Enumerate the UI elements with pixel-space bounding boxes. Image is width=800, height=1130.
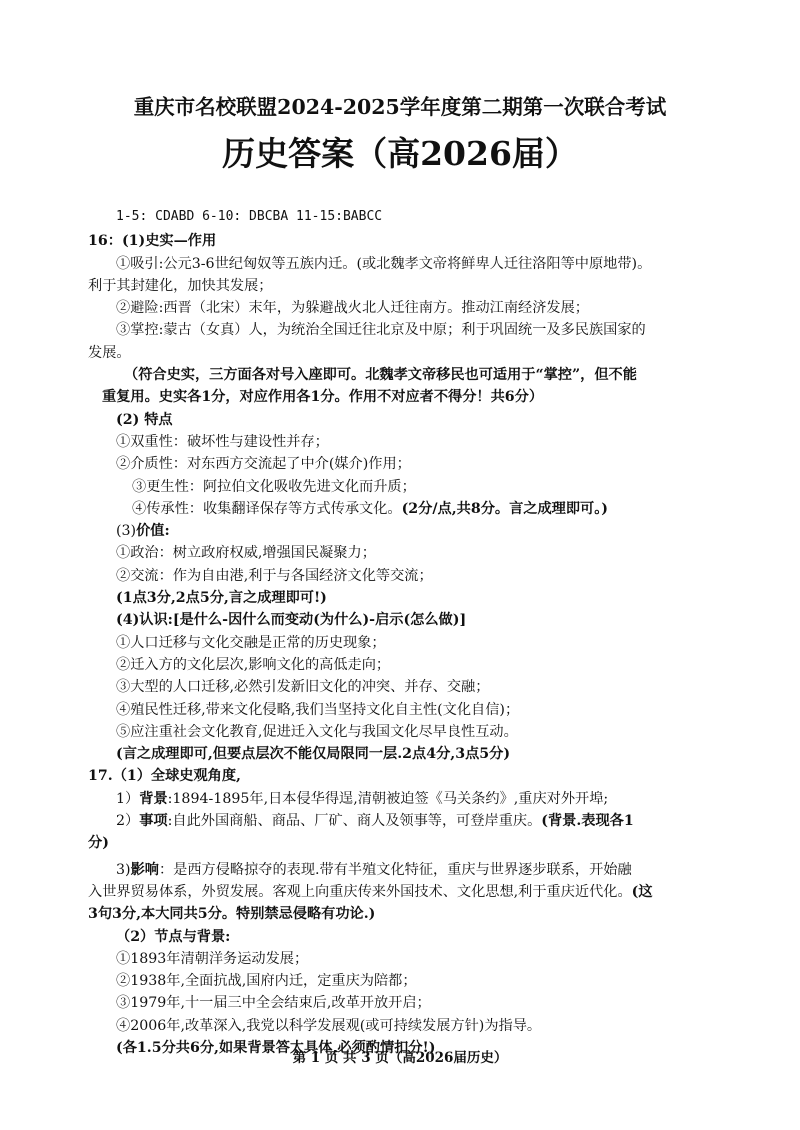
- item-text: ：是西方侵略掠夺的表现.带有半殖文化特征，重庆与世界逐步联系，开始融: [158, 861, 632, 878]
- list-item: 利于其封建化，加快其发展；: [88, 277, 273, 294]
- item-text: 入世界贸易体系，外贸发展。客观上向重庆传来外国技术、文化思想,利于重庆近代化。: [88, 883, 632, 900]
- scoring-note: 分): [88, 835, 109, 852]
- part-title: 价值:: [136, 523, 170, 540]
- list-item: [88, 498, 728, 520]
- page-footer: 第 1 页 共 3 页（高2026届历史）: [292, 1050, 508, 1066]
- list-item: ③更生性：阿拉伯文化吸收先进文化而升质；: [132, 478, 416, 495]
- q17-heading: [88, 765, 728, 787]
- item-label: 背景: [139, 790, 168, 807]
- list-item: ③大型的人口迁移,必然引发新旧文化的冲突、并存、交融；: [116, 679, 490, 696]
- list-item: ②迁入方的文化层次,影响文化的高低走向；: [116, 656, 391, 673]
- list-item: ④殖民性迁移,带来文化侵略,我们当坚持文化自主性(文化自信)；: [116, 701, 520, 718]
- list-item: ③1979年,十一届三中全会结束后,改革开放开启；: [116, 995, 431, 1012]
- item-prefix: 3): [116, 861, 131, 878]
- list-item: [88, 859, 728, 881]
- scoring-note: (言之成理即可,但要点层次不能仅局限同一层.2点4分,3点5分): [116, 746, 511, 763]
- q16-part3-heading: [88, 520, 728, 542]
- item-prefix: 2）: [116, 813, 140, 830]
- item-label: 事项: [139, 813, 168, 830]
- item-text: :自此外国商船、商品、厂矿、商人及领事等，可登岸重庆。: [167, 813, 542, 830]
- choice-answers: 1-5: CDABD 6-10: DBCBA 11-15:BABCC: [116, 209, 383, 224]
- q16-number: 16：: [88, 233, 122, 250]
- answer-title: 历史答案（高2026届）: [222, 134, 578, 173]
- list-item: ①吸引:公元3-6世纪匈奴等五族内迁。(或北魏孝文帝将鲜卑人迁往洛阳等中原地带)。: [116, 255, 652, 272]
- scoring-note: (这: [631, 883, 653, 900]
- scoring-note: (各1.5分共6分,如果背景答太具体,必须酌情扣分!): [116, 1039, 436, 1056]
- list-item: ②避险:西晋（北宋）末年，为躲避战火北人迁往南方。推动江南经济发展；: [116, 300, 589, 317]
- item-label: 影响: [130, 861, 159, 878]
- list-item: ②交流：作为自由港,利于与各国经济文化等交流；: [116, 567, 433, 584]
- list-item-text: ④传承性：收集翻译保存等方式传承文化。: [132, 500, 402, 517]
- scoring-note: (2分/点,共8分。言之成理即可。): [401, 500, 609, 517]
- scoring-note: 重复用。史实各1分，对应作用各1分。作用不对应者不得分！共6分）: [102, 389, 544, 406]
- scoring-note: 3句3分,本大同共5分。特别禁忌侵略有功论.): [88, 906, 376, 923]
- list-item: [88, 881, 728, 903]
- list-item: ③掌控:蒙古（女真）人，为统治全国迁往北京及中原；利于巩固统一及多民族国家的: [116, 322, 646, 339]
- answer-content: [88, 206, 728, 1059]
- list-item: ②1938年,全面抗战,国府内迁，定重庆为陪都；: [116, 973, 417, 990]
- list-item: 发展。: [88, 344, 131, 361]
- q16-heading: [88, 230, 728, 252]
- list-item: [88, 788, 728, 810]
- q16-part2-heading: (2) 特点: [116, 411, 173, 428]
- list-item: ①双重性：破坏性与建设性并存；: [116, 433, 329, 450]
- list-item: [88, 810, 728, 832]
- item-prefix: 1）: [116, 790, 140, 807]
- item-text: :1894-1895年,日本侵华得逞,清朝被迫签《马关条约》,重庆对外开埠;: [167, 790, 609, 807]
- part-number: (3): [116, 523, 137, 540]
- exam-title: 重庆市名校联盟2024-2025学年度第二期第一次联合考试: [133, 95, 667, 119]
- q16-part1-heading: (1)史实—作用: [121, 233, 217, 250]
- list-item: ②介质性：对东西方交流起了中介(媒介)作用；: [116, 456, 411, 473]
- list-item: ①政治：树立政府权威,增强国民凝聚力；: [116, 545, 376, 562]
- list-item: ⑤应注重社会文化教育,促进迁入文化与我国文化尽早良性互动。: [116, 723, 518, 740]
- list-item: ④2006年,改革深入,我党以科学发展观(或可持续发展方针)为指导。: [116, 1017, 542, 1034]
- scoring-note: (1点3分,2点5分,言之成理即可!): [116, 590, 327, 607]
- scoring-note: （符合史实，三方面各对号入座即可。北魏孝文帝移民也可适用于“掌控”，但不能: [124, 367, 637, 384]
- q16-part4-heading: (4)认识:[是什么-因什么而变动(为什么)-启示(怎么做)]: [116, 612, 467, 629]
- q17-part1-heading: （1）全球史观角度,: [112, 768, 241, 785]
- list-item: ①1893年清朝洋务运动发展；: [116, 950, 309, 967]
- q17-part2-heading: （2）节点与背景:: [116, 928, 231, 945]
- q17-number: 17.: [88, 768, 113, 785]
- list-item: ①人口迁移与文化交融是正常的历史现象；: [116, 634, 386, 651]
- scoring-note: (背景.表现各1: [541, 813, 634, 830]
